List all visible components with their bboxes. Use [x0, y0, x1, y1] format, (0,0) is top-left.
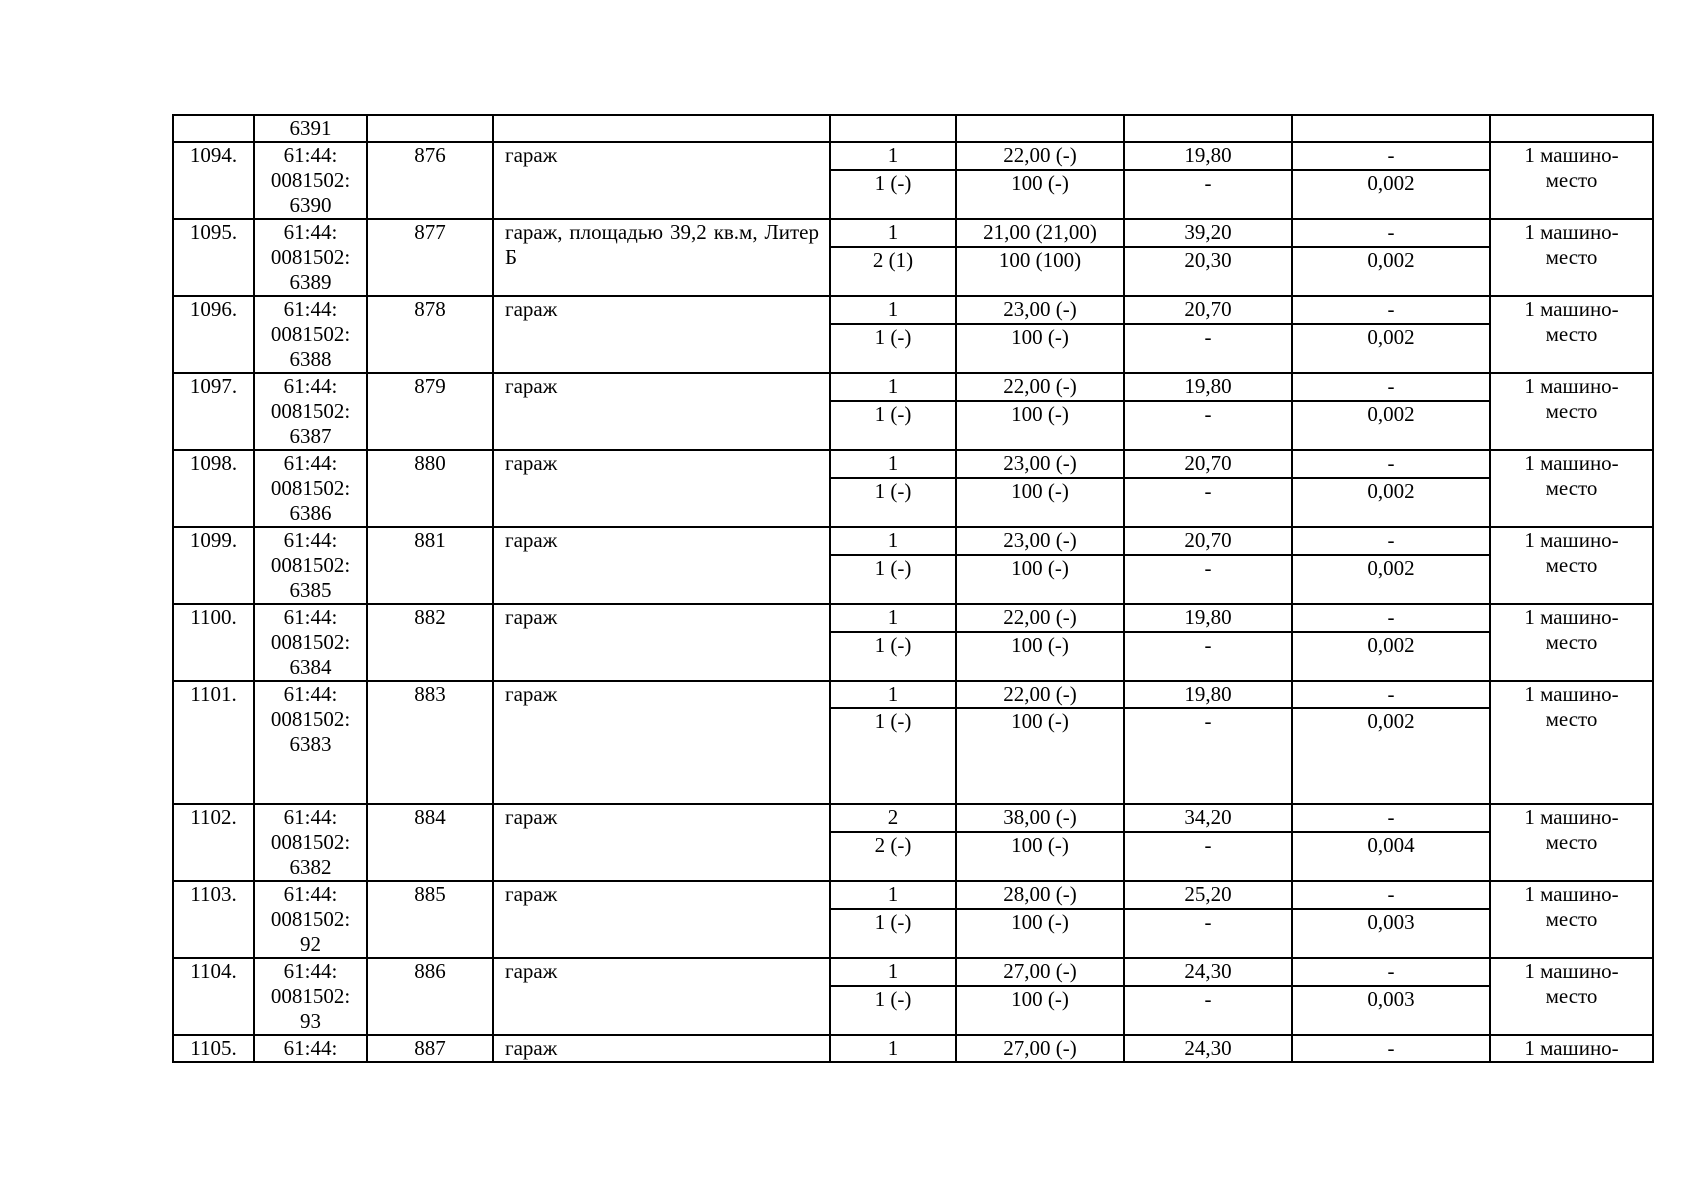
cell-col-a: 1 (-): [830, 708, 956, 804]
cell-col-a: 1 (-): [830, 986, 956, 1035]
usage-line: 1 машино-: [1524, 143, 1619, 167]
cell-col-d: -: [1292, 1035, 1490, 1062]
cell-col-d: -: [1292, 373, 1490, 401]
usage-line: 1 машино-: [1524, 605, 1619, 629]
usage-line: 1 машино-: [1524, 220, 1619, 244]
cadastral-line: 61:44:: [283, 297, 338, 321]
cadastral-table: [172, 114, 1654, 1063]
cell-cadastral-number: [254, 219, 367, 296]
table-row: [173, 681, 1653, 708]
cell-usage: [1490, 804, 1653, 881]
cadastral-line: 0081502:: [270, 245, 351, 269]
cadastral-line: 6384: [289, 655, 332, 679]
cell-col-a: 1 (-): [830, 401, 956, 450]
cell-cadastral-number: [254, 527, 367, 604]
cell-cadastral-number: [254, 296, 367, 373]
cell-row-number: 1104.: [173, 958, 254, 1035]
cadastral-line: 6383: [289, 732, 332, 756]
cell-object-name: гараж: [493, 450, 830, 527]
cell-object-number: 881: [367, 527, 493, 604]
cadastral-line: 61:44:: [283, 959, 338, 983]
table-row: [173, 142, 1653, 170]
cell-col-b: 21,00 (21,00): [956, 219, 1124, 247]
usage-line: место: [1545, 984, 1598, 1008]
table-row: [173, 604, 1653, 632]
cell-object-name: гараж: [493, 373, 830, 450]
cell-col-c: -: [1124, 632, 1292, 681]
cell-col-a: 1 (-): [830, 170, 956, 219]
cell-row-number: [173, 115, 254, 142]
cell-col-a: 1: [830, 296, 956, 324]
cell-col-b: 22,00 (-): [956, 142, 1124, 170]
cell-col-d: -: [1292, 681, 1490, 708]
cadastral-line: 6382: [289, 855, 332, 879]
cell-object-name: гараж: [493, 142, 830, 219]
cell-object-number: 878: [367, 296, 493, 373]
cadastral-line: 61:44:: [283, 682, 338, 706]
cell-col-d: 0,002: [1292, 401, 1490, 450]
cell-col-c: 19,80: [1124, 373, 1292, 401]
cadastral-line: 0081502:: [270, 830, 351, 854]
cell-col-d: 0,002: [1292, 555, 1490, 604]
cell-col-b: 100 (-): [956, 478, 1124, 527]
cell-row-number: 1099.: [173, 527, 254, 604]
cell-usage: [1490, 219, 1653, 296]
cadastral-line: 0081502:: [270, 322, 351, 346]
cell-col-b: 100 (100): [956, 247, 1124, 296]
usage-line: 1 машино-: [1524, 528, 1619, 552]
cell-col-b: 23,00 (-): [956, 527, 1124, 555]
usage-line: место: [1545, 322, 1598, 346]
cell-col-c: 19,80: [1124, 142, 1292, 170]
cell-col-d: -: [1292, 219, 1490, 247]
cell-col-b: 100 (-): [956, 324, 1124, 373]
table-row: [173, 219, 1653, 247]
usage-line: место: [1545, 399, 1598, 423]
cell-col-c: 25,20: [1124, 881, 1292, 909]
cell-object-number: 887: [367, 1035, 493, 1062]
cadastral-line: 61:44:: [283, 143, 338, 167]
usage-line: 1 машино-: [1524, 805, 1619, 829]
cell-usage: [1490, 681, 1653, 804]
cell-col-a: 1: [830, 527, 956, 555]
cell-col-b: 23,00 (-): [956, 296, 1124, 324]
cell-cadastral-number: [254, 450, 367, 527]
cell-col-a: 1 (-): [830, 555, 956, 604]
cell-object-number: 882: [367, 604, 493, 681]
cadastral-line: 0081502:: [270, 168, 351, 192]
cell-col-d: 0,002: [1292, 708, 1490, 804]
cell-col-d: 0,002: [1292, 632, 1490, 681]
cell-object-name: гараж, площадью 39,2 кв.м, Литер Б: [493, 219, 830, 296]
usage-line: место: [1545, 245, 1598, 269]
cell-row-number: 1095.: [173, 219, 254, 296]
cell-col-b: 38,00 (-): [956, 804, 1124, 832]
cell-cadastral-number: [254, 142, 367, 219]
table-row: [173, 958, 1653, 986]
cell-col-a: 1: [830, 450, 956, 478]
cadastral-line: 61:44:: [283, 220, 338, 244]
cell-col-a: 1 (-): [830, 632, 956, 681]
cell-col-c: -: [1124, 986, 1292, 1035]
cell-object-number: 877: [367, 219, 493, 296]
cell-object-name: гараж: [493, 527, 830, 604]
cadastral-line: 61:44:: [283, 374, 338, 398]
cell-object-name: гараж: [493, 958, 830, 1035]
usage-line: место: [1545, 830, 1598, 854]
cell-col-c: 20,70: [1124, 450, 1292, 478]
cell-col-c: 20,30: [1124, 247, 1292, 296]
cell-row-number: 1097.: [173, 373, 254, 450]
table-row: [173, 881, 1653, 909]
cell-col-b: 22,00 (-): [956, 604, 1124, 632]
cell-col-d: 0,002: [1292, 478, 1490, 527]
cell-col-d: [1292, 115, 1490, 142]
cell-col-d: -: [1292, 527, 1490, 555]
table-row: [173, 804, 1653, 832]
cell-col-c: -: [1124, 170, 1292, 219]
cell-col-c: -: [1124, 832, 1292, 881]
cell-col-c: 39,20: [1124, 219, 1292, 247]
cell-col-c: 20,70: [1124, 527, 1292, 555]
cell-col-a: 1: [830, 373, 956, 401]
usage-line: место: [1545, 476, 1598, 500]
cadastral-line: 0081502:: [270, 907, 351, 931]
usage-line: место: [1545, 907, 1598, 931]
cadastral-line: 6387: [289, 424, 332, 448]
cell-cadastral-number: [254, 681, 367, 804]
usage-line: 1 машино-: [1524, 682, 1619, 706]
cell-row-number: 1094.: [173, 142, 254, 219]
cell-cadastral-number: 61:44:: [254, 1035, 367, 1062]
cell-col-a: 2 (1): [830, 247, 956, 296]
cell-col-d: -: [1292, 881, 1490, 909]
cell-col-b: 100 (-): [956, 632, 1124, 681]
cell-col-a: 2: [830, 804, 956, 832]
cell-col-b: 28,00 (-): [956, 881, 1124, 909]
cell-usage: [1490, 958, 1653, 1035]
cell-row-number: 1100.: [173, 604, 254, 681]
cell-col-c: -: [1124, 909, 1292, 958]
cell-col-c: 24,30: [1124, 958, 1292, 986]
cell-col-a: [830, 115, 956, 142]
cell-col-d: -: [1292, 296, 1490, 324]
cadastral-line: 6390: [289, 193, 332, 217]
cell-object-number: [367, 115, 493, 142]
cell-col-b: 22,00 (-): [956, 681, 1124, 708]
cadastral-line: 61:44:: [283, 605, 338, 629]
usage-line: место: [1545, 168, 1598, 192]
table-row-fragment-bottom: [173, 1035, 1653, 1062]
cell-col-d: -: [1292, 958, 1490, 986]
cell-col-a: 1 (-): [830, 909, 956, 958]
cell-col-b: [956, 115, 1124, 142]
cell-usage: [1490, 450, 1653, 527]
cell-col-c: 19,80: [1124, 681, 1292, 708]
cell-col-b: 27,00 (-): [956, 958, 1124, 986]
cell-col-b: 100 (-): [956, 909, 1124, 958]
cell-col-b: 100 (-): [956, 555, 1124, 604]
cell-col-d: 0,002: [1292, 324, 1490, 373]
cell-col-d: -: [1292, 604, 1490, 632]
cell-usage: [1490, 115, 1653, 142]
cadastral-line: 61:44:: [283, 451, 338, 475]
cell-col-b: 100 (-): [956, 832, 1124, 881]
cell-object-number: 879: [367, 373, 493, 450]
cell-usage: [1490, 373, 1653, 450]
cell-object-name: гараж: [493, 681, 830, 804]
cell-col-a: 1: [830, 958, 956, 986]
cadastral-line: 61:44:: [283, 805, 338, 829]
usage-line: место: [1545, 707, 1598, 731]
cell-col-b: 100 (-): [956, 170, 1124, 219]
cell-col-c: -: [1124, 401, 1292, 450]
table-row: [173, 296, 1653, 324]
cell-usage: 1 машино-: [1490, 1035, 1653, 1062]
cell-col-c: -: [1124, 708, 1292, 804]
cell-col-c: [1124, 115, 1292, 142]
cell-object-name: гараж: [493, 604, 830, 681]
cell-col-d: 0,004: [1292, 832, 1490, 881]
cell-col-d: 0,002: [1292, 247, 1490, 296]
cadastral-line: 61:44:: [283, 528, 338, 552]
cadastral-line: 6389: [289, 270, 332, 294]
usage-line: 1 машино-: [1524, 374, 1619, 398]
cell-object-name: гараж: [493, 296, 830, 373]
cell-col-d: -: [1292, 450, 1490, 478]
cell-col-d: 0,003: [1292, 986, 1490, 1035]
cadastral-line: 0081502:: [270, 630, 351, 654]
cell-usage: [1490, 527, 1653, 604]
usage-line: место: [1545, 630, 1598, 654]
cell-usage: [1490, 604, 1653, 681]
cadastral-line: 6385: [289, 578, 332, 602]
table-body: [173, 115, 1653, 1062]
cell-object-number: 876: [367, 142, 493, 219]
cell-col-c: -: [1124, 555, 1292, 604]
cell-col-b: 23,00 (-): [956, 450, 1124, 478]
cell-usage: [1490, 881, 1653, 958]
cell-col-c: 19,80: [1124, 604, 1292, 632]
cell-col-a: 2 (-): [830, 832, 956, 881]
cell-object-number: 884: [367, 804, 493, 881]
cell-row-number: 1098.: [173, 450, 254, 527]
cell-row-number: 1096.: [173, 296, 254, 373]
cell-object-number: 880: [367, 450, 493, 527]
cell-usage: [1490, 142, 1653, 219]
cell-object-number: 886: [367, 958, 493, 1035]
cell-cadastral-number: [254, 958, 367, 1035]
cell-object-name: гараж: [493, 1035, 830, 1062]
cell-object-name: гараж: [493, 804, 830, 881]
cell-row-number: 1105.: [173, 1035, 254, 1062]
cell-col-d: -: [1292, 142, 1490, 170]
table-row: [173, 373, 1653, 401]
cell-col-a: 1 (-): [830, 478, 956, 527]
usage-line: место: [1545, 553, 1598, 577]
cell-col-c: 24,30: [1124, 1035, 1292, 1062]
cadastral-line: 0081502:: [270, 984, 351, 1008]
cell-col-a: 1 (-): [830, 324, 956, 373]
table-row: [173, 527, 1653, 555]
cell-col-c: -: [1124, 478, 1292, 527]
cell-cadastral-number: 6391: [254, 115, 367, 142]
cadastral-line: 61:44:: [283, 882, 338, 906]
cadastral-line: 92: [300, 932, 321, 956]
cell-col-a: 1: [830, 219, 956, 247]
usage-line: 1 машино-: [1524, 297, 1619, 321]
table-row: [173, 450, 1653, 478]
cell-row-number: 1103.: [173, 881, 254, 958]
cell-col-b: 100 (-): [956, 401, 1124, 450]
cell-cadastral-number: [254, 881, 367, 958]
cell-object-name: [493, 115, 830, 142]
cell-col-a: 1: [830, 142, 956, 170]
cell-cadastral-number: [254, 604, 367, 681]
cadastral-line: 0081502:: [270, 553, 351, 577]
cadastral-line: 6388: [289, 347, 332, 371]
cell-col-c: 34,20: [1124, 804, 1292, 832]
cell-row-number: 1101.: [173, 681, 254, 804]
cadastral-line: 0081502:: [270, 399, 351, 423]
cadastral-line: 93: [300, 1009, 321, 1033]
cell-object-number: 883: [367, 681, 493, 804]
cell-col-a: 1: [830, 604, 956, 632]
cell-col-b: 100 (-): [956, 708, 1124, 804]
cell-col-b: 22,00 (-): [956, 373, 1124, 401]
usage-line: 1 машино-: [1524, 882, 1619, 906]
cell-col-d: -: [1292, 804, 1490, 832]
cell-col-b: 27,00 (-): [956, 1035, 1124, 1062]
cell-col-c: 20,70: [1124, 296, 1292, 324]
cell-object-number: 885: [367, 881, 493, 958]
cell-col-b: 100 (-): [956, 986, 1124, 1035]
cell-object-name: гараж: [493, 881, 830, 958]
cadastral-line: 0081502:: [270, 707, 351, 731]
cell-cadastral-number: [254, 373, 367, 450]
cell-col-a: 1: [830, 1035, 956, 1062]
cell-col-c: -: [1124, 324, 1292, 373]
cell-row-number: 1102.: [173, 804, 254, 881]
cell-col-a: 1: [830, 681, 956, 708]
cadastral-line: 0081502:: [270, 476, 351, 500]
cell-usage: [1490, 296, 1653, 373]
usage-line: 1 машино-: [1524, 959, 1619, 983]
cell-col-a: 1: [830, 881, 956, 909]
usage-line: 1 машино-: [1524, 451, 1619, 475]
table-row-fragment-top: [173, 115, 1653, 142]
cell-col-d: 0,002: [1292, 170, 1490, 219]
cell-col-d: 0,003: [1292, 909, 1490, 958]
cell-cadastral-number: [254, 804, 367, 881]
cadastral-line: 6386: [289, 501, 332, 525]
